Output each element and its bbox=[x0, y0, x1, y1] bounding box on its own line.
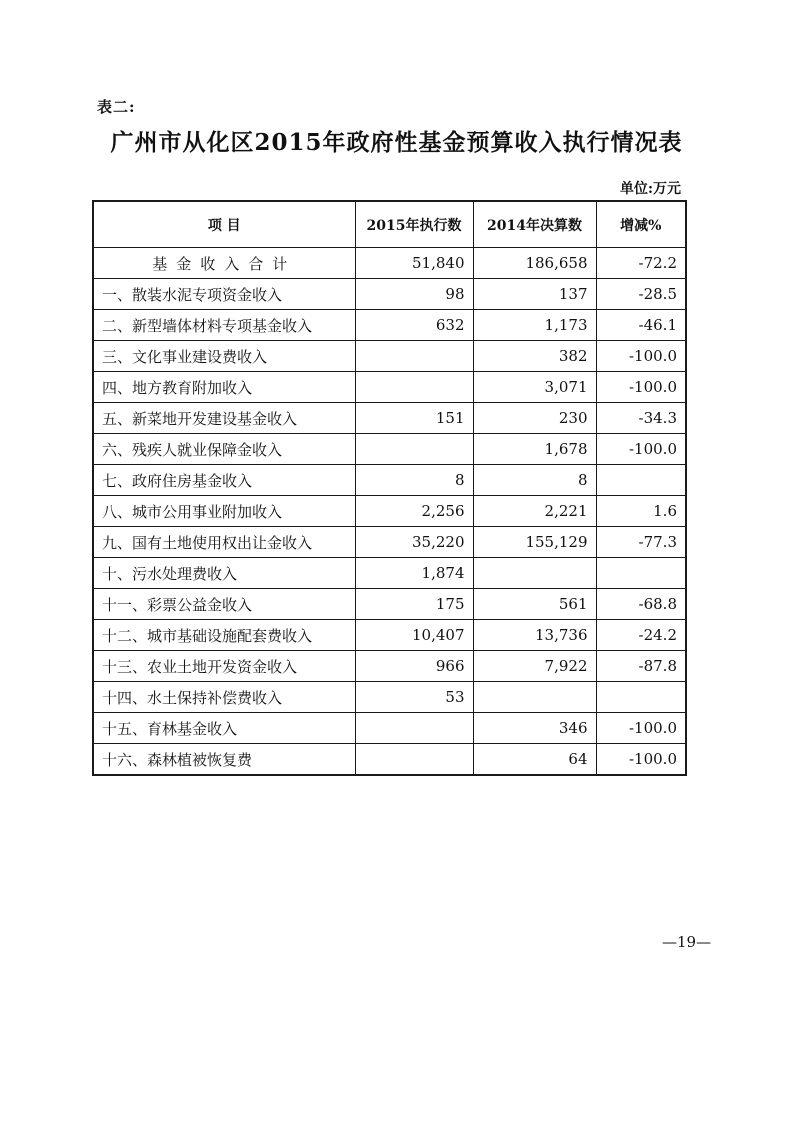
row-change-pct: -77.3 bbox=[596, 527, 686, 558]
row-item: 九、国有土地使用权出让金收入 bbox=[93, 527, 355, 558]
row-final-2014: 7,922 bbox=[473, 651, 596, 682]
row-final-2014 bbox=[473, 682, 596, 713]
row-exec-2015: 35,220 bbox=[355, 527, 473, 558]
row-exec-2015: 8 bbox=[355, 465, 473, 496]
header-final-2014: 2014年决算数 bbox=[473, 201, 596, 248]
row-change-pct bbox=[596, 465, 686, 496]
page-title: 广州市从化区2015年政府性基金预算收入执行情况表 bbox=[110, 129, 683, 156]
row-exec-2015: 632 bbox=[355, 310, 473, 341]
row-change-pct: -46.1 bbox=[596, 310, 686, 341]
row-final-2014: 2,221 bbox=[473, 496, 596, 527]
table-row bbox=[93, 620, 686, 651]
row-item: 十五、育林基金收入 bbox=[93, 713, 355, 744]
row-item: 八、城市公用事业附加收入 bbox=[93, 496, 355, 527]
row-item: 五、新菜地开发建设基金收入 bbox=[93, 403, 355, 434]
row-item: 十一、彩票公益金收入 bbox=[93, 589, 355, 620]
row-final-2014 bbox=[473, 558, 596, 589]
row-final-2014: 64 bbox=[473, 744, 596, 776]
row-exec-2015: 51,840 bbox=[355, 248, 473, 279]
row-change-pct: -100.0 bbox=[596, 744, 686, 776]
table-row bbox=[93, 558, 686, 589]
row-change-pct: 1.6 bbox=[596, 496, 686, 527]
row-exec-2015 bbox=[355, 713, 473, 744]
page-number: —19— bbox=[662, 933, 712, 951]
row-item: 十六、森林植被恢复费 bbox=[93, 744, 355, 776]
row-change-pct: -68.8 bbox=[596, 589, 686, 620]
row-exec-2015: 175 bbox=[355, 589, 473, 620]
row-exec-2015: 98 bbox=[355, 279, 473, 310]
row-final-2014: 8 bbox=[473, 465, 596, 496]
table-row bbox=[93, 434, 686, 465]
table-row-total bbox=[93, 248, 686, 279]
unit-label: 单位:万元 bbox=[619, 181, 681, 197]
row-item: 四、地方教育附加收入 bbox=[93, 372, 355, 403]
row-final-2014: 1,173 bbox=[473, 310, 596, 341]
row-item: 二、新型墙体材料专项基金收入 bbox=[93, 310, 355, 341]
row-item: 三、文化事业建设费收入 bbox=[93, 341, 355, 372]
row-change-pct: -34.3 bbox=[596, 403, 686, 434]
row-exec-2015 bbox=[355, 372, 473, 403]
row-exec-2015: 151 bbox=[355, 403, 473, 434]
row-exec-2015 bbox=[355, 434, 473, 465]
row-item: 一、散装水泥专项资金收入 bbox=[93, 279, 355, 310]
row-item: 十四、水土保持补偿费收入 bbox=[93, 682, 355, 713]
row-exec-2015 bbox=[355, 341, 473, 372]
row-final-2014: 230 bbox=[473, 403, 596, 434]
header-item: 项 目 bbox=[93, 201, 355, 248]
table-row bbox=[93, 372, 686, 403]
row-change-pct: -100.0 bbox=[596, 341, 686, 372]
row-final-2014: 346 bbox=[473, 713, 596, 744]
row-change-pct: -100.0 bbox=[596, 713, 686, 744]
row-exec-2015: 53 bbox=[355, 682, 473, 713]
row-final-2014: 561 bbox=[473, 589, 596, 620]
row-item: 七、政府住房基金收入 bbox=[93, 465, 355, 496]
table-row bbox=[93, 651, 686, 682]
row-change-pct: -28.5 bbox=[596, 279, 686, 310]
table-row bbox=[93, 682, 686, 713]
row-change-pct: -72.2 bbox=[596, 248, 686, 279]
row-exec-2015: 966 bbox=[355, 651, 473, 682]
table-header-row bbox=[93, 201, 686, 248]
table-row bbox=[93, 527, 686, 558]
table-row bbox=[93, 589, 686, 620]
row-final-2014: 186,658 bbox=[473, 248, 596, 279]
row-item: 基金收入合计 bbox=[93, 248, 355, 279]
row-item: 十、污水处理费收入 bbox=[93, 558, 355, 589]
row-exec-2015: 1,874 bbox=[355, 558, 473, 589]
row-change-pct bbox=[596, 558, 686, 589]
table-row bbox=[93, 341, 686, 372]
table-row bbox=[93, 465, 686, 496]
row-final-2014: 1,678 bbox=[473, 434, 596, 465]
table-row bbox=[93, 713, 686, 744]
row-final-2014: 137 bbox=[473, 279, 596, 310]
row-change-pct: -100.0 bbox=[596, 434, 686, 465]
row-change-pct: -24.2 bbox=[596, 620, 686, 651]
row-change-pct: -100.0 bbox=[596, 372, 686, 403]
row-final-2014: 13,736 bbox=[473, 620, 596, 651]
row-final-2014: 3,071 bbox=[473, 372, 596, 403]
table-label: 表二: bbox=[97, 98, 136, 116]
budget-revenue-table bbox=[92, 200, 687, 776]
row-final-2014: 382 bbox=[473, 341, 596, 372]
table-row bbox=[93, 279, 686, 310]
header-exec-2015: 2015年执行数 bbox=[355, 201, 473, 248]
table-row bbox=[93, 496, 686, 527]
row-final-2014: 155,129 bbox=[473, 527, 596, 558]
row-change-pct bbox=[596, 682, 686, 713]
table-row bbox=[93, 310, 686, 341]
row-change-pct: -87.8 bbox=[596, 651, 686, 682]
row-item: 十三、农业土地开发资金收入 bbox=[93, 651, 355, 682]
row-exec-2015: 10,407 bbox=[355, 620, 473, 651]
row-item: 十二、城市基础设施配套费收入 bbox=[93, 620, 355, 651]
row-item: 六、残疾人就业保障金收入 bbox=[93, 434, 355, 465]
table-row bbox=[93, 403, 686, 434]
row-exec-2015 bbox=[355, 744, 473, 776]
table-row bbox=[93, 744, 686, 776]
row-exec-2015: 2,256 bbox=[355, 496, 473, 527]
header-change-pct: 增减% bbox=[596, 201, 686, 248]
